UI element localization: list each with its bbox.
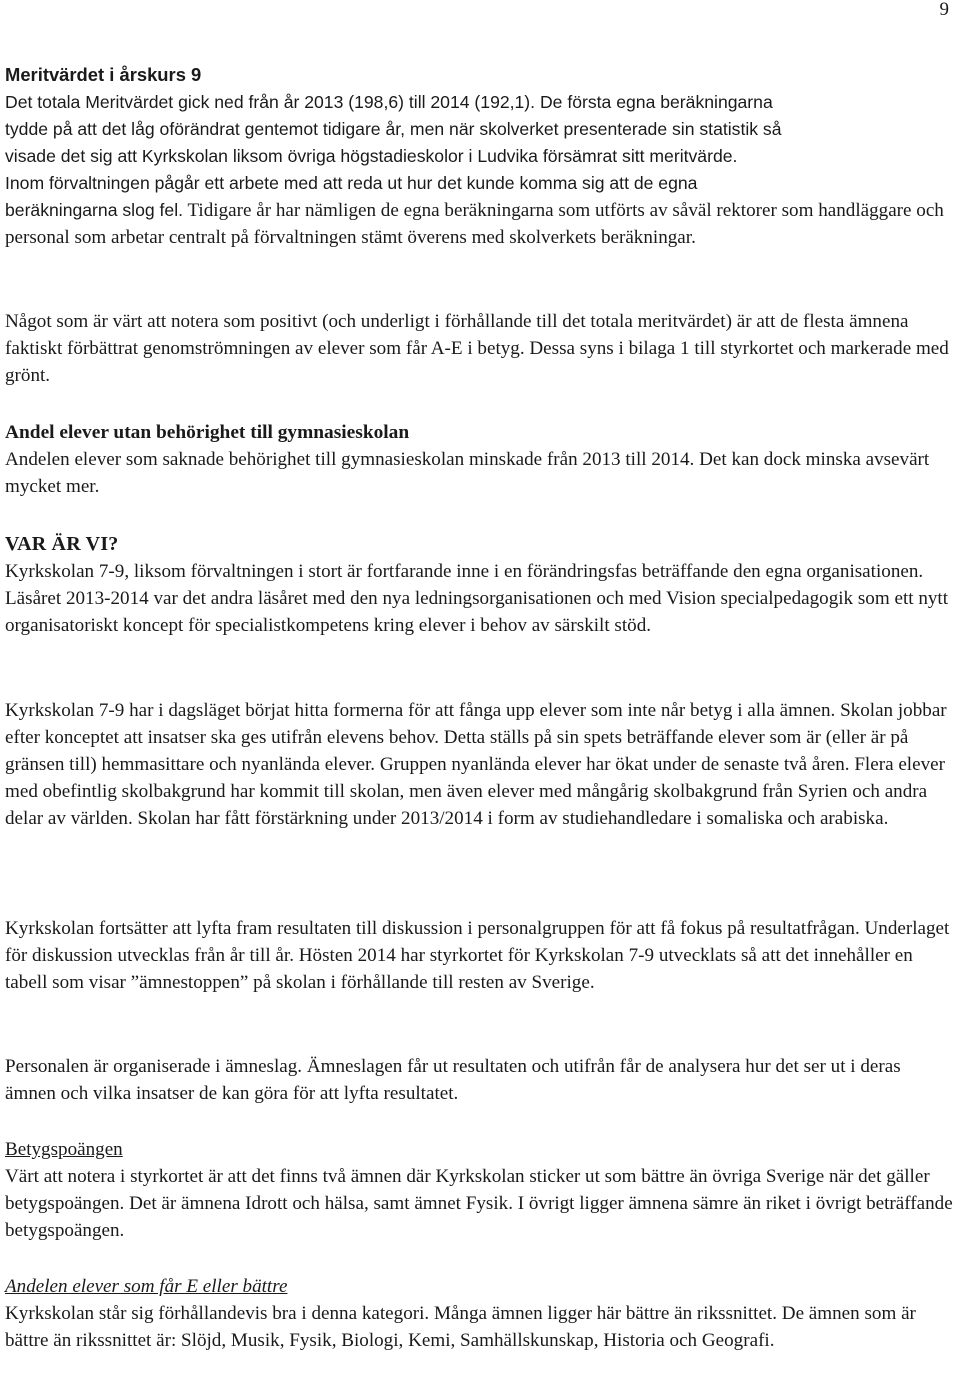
heading-andel-e [5, 1274, 953, 1301]
text-line-mixed [5, 197, 953, 252]
paragraph-var-ar-vi-2: Kyrkskolan 7-9 har i dagsläget börjat hitta formerna för att fånga upp elever som inte når betyg i alla ämnen. Skolan jobbar efter konceptet att insatser ska ges utifrån elevens behov. Detta ställs på sin spets beträffande elever som är (eller är på gränsen till) hemmasittare och nyanlända elever. Gruppen nyanlända elever har ökat under de senaste två åren. Flera elever med obefintlig skolbakgrund har kommit till skolan, men även elever med mångårig skolbakgrund från Syrien och andra delar av världen. Skolan har fått förstärkning under 2013/2014 i form av studiehandledare i somaliska och arabiska. [5, 700, 947, 829]
heading-behorighet: Andel elever utan behörighet till gymnasieskolan [5, 422, 410, 443]
text-line: Inom förvaltningen pågår ett arbete med att reda ut hur det kunde komma sig att de egna [5, 172, 698, 193]
text-line: visade det sig att Kyrkskolan liksom övriga högstadieskolor i Ludvika försämrat sitt meritvärde. [5, 145, 738, 166]
page-number: 9 [939, 0, 949, 20]
paragraph-var-ar-vi-1: Kyrkskolan 7-9, liksom förvaltningen i stort är fortfarande inne i en förändringsfas beträffande den egna organisationen. Läsåret 2013-2014 var det andra läsåret med den nya ledningsorganisationen och med Vision specialpedagogik som ett nytt organisatoriskt koncept för specialistkompetens kring elever i behov av särskilt stöd. [5, 561, 949, 636]
paragraph-var-ar-vi-4: Personalen är organiserade i ämneslag. Ämneslagen får ut resultaten och utifrån får de analysera hur det ser ut i deras ämnen och vilka insatser de kan göra för att lyfta resultatet. [5, 1056, 901, 1104]
paragraph-andel-e: Kyrkskolan står sig förhållandevis bra i denna kategori. Många ämnen ligger här bättre än rikssnittet. De ämnen som är bättre än rikssnittet är: Slöjd, Musik, Fysik, Biologi, Kemi, Samhällskunskap, Historia och Geografi. [5, 1303, 916, 1351]
paragraph-positivt: Något som är värt att notera som positivt (och underligt i förhållande till det totala meritvärdet) är att de flesta ämnena faktiskt förbättrat genomströmningen av elever som får A-E i betyg. Dessa syns i bilaga 1 till styrkortet och markerade med grönt. [5, 311, 949, 386]
paragraph-meritvardet [5, 89, 953, 251]
heading-var-ar-vi: VAR ÄR VI? [5, 533, 119, 555]
heading-betygspoangen [5, 1137, 953, 1164]
text-line: tydde på att det låg oförändrat gentemot tidigare år, men när skolverket presenterade sin statistik så [5, 118, 782, 139]
paragraph-betygspoangen: Värt att notera i styrkortet är att det finns två ämnen där Kyrkskolan sticker ut som bättre än övriga Sverige när det gäller betygspoängen. Det är ämnena Idrott och hälsa, samt ämnet Fysik. I övrigt ligger ämnena sämre än riket i övrigt beträffande betygspoängen. [5, 1166, 953, 1241]
heading-betygspoangen-text: Betygspoängen [5, 1139, 123, 1160]
text-line: Det totala Meritvärdet gick ned från år 2013 (198,6) till 2014 (192,1). De första egna beräkningarna [5, 92, 773, 112]
heading-andel-e-text: Andelen elever som får E eller bättre [5, 1276, 288, 1297]
document-page [5, 0, 955, 1385]
text-span-serif: Tidigare år har nämligen de egna beräkningarna som utförts av såväl rektorer som handläggare och personal som arbetar centralt på förvaltningen stämt överens med skolverkets beräkningar. [5, 199, 944, 248]
paragraph-behorighet: Andelen elever som saknade behörighet till gymnasieskolan minskade från 2013 till 2014. Det kan dock minska avsevärt mycket mer. [5, 449, 930, 497]
heading-meritvardet: Meritvärdet i årskurs 9 [5, 64, 202, 85]
text-span-sans: beräkningarna slog fel. [5, 199, 184, 220]
paragraph-var-ar-vi-3: Kyrkskolan fortsätter att lyfta fram resultaten till diskussion i personalgruppen för att få fokus på resultatfrågan. Underlaget för diskussion utvecklas från år till år. Hösten 2014 har styrkortet för Kyrkskolan 7-9 utvecklats så att det innehåller en tabell som visar ”ämnestoppen” på skolan i förhållande till resten av Sverige. [5, 918, 950, 993]
